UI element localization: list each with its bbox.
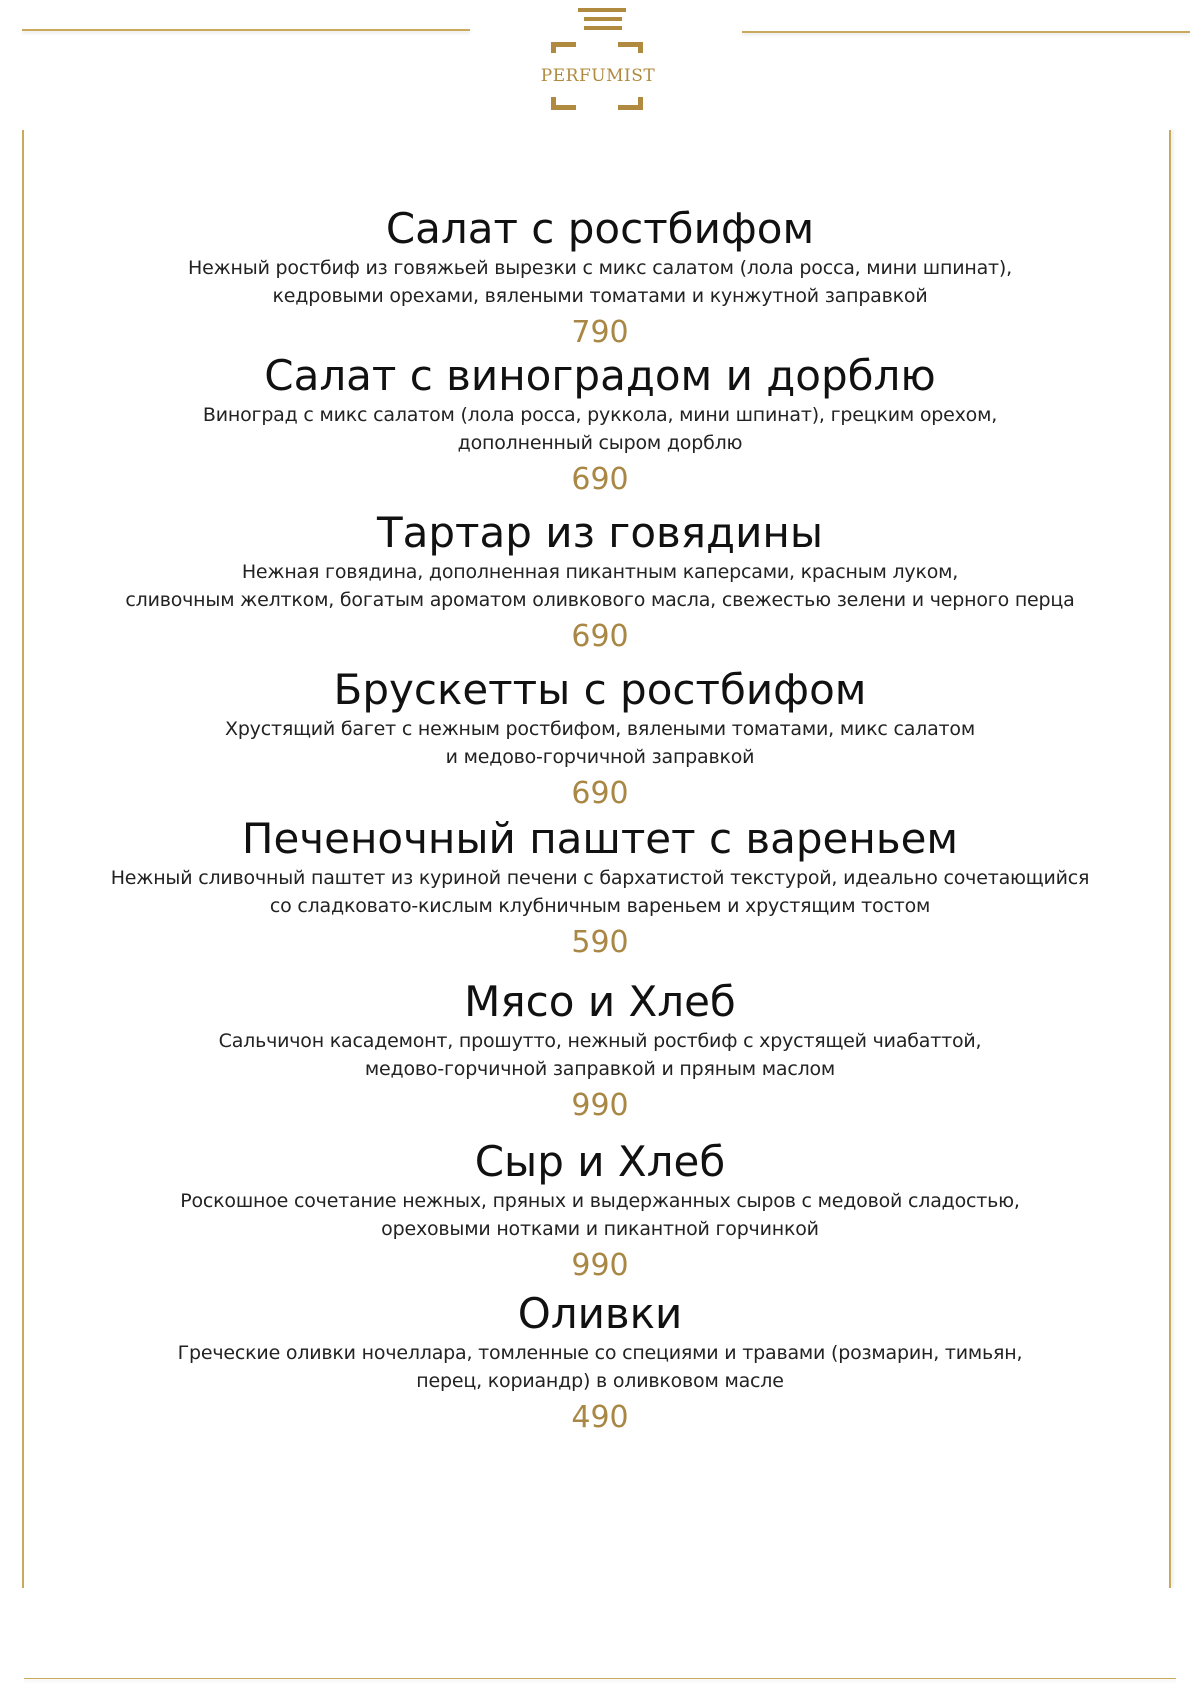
left-border-line: [22, 130, 24, 1588]
perfumist-logo: [540, 6, 656, 112]
menu-item: [40, 977, 1160, 1126]
dish-description: дополненный сыром дорблю: [457, 432, 743, 454]
menu-item: [40, 508, 1160, 657]
dish-description: перец, кориандр) в оливковом масле: [416, 1370, 784, 1392]
menu-item: [40, 665, 1160, 814]
logo-wordmark: PERFUMIST: [540, 66, 656, 86]
dish-name: Печеночный паштет с вареньем: [241, 814, 959, 863]
dish-price: 990: [571, 1088, 629, 1123]
menu-item: [40, 814, 1160, 963]
dish-description: Сальчичон касадемонт, прошутто, нежный ростбиф с хрустящей чиабаттой,: [218, 1030, 982, 1052]
menu-item: [40, 1289, 1160, 1438]
logo-cap-bar: [584, 17, 622, 21]
dish-description: и медово-горчичной заправкой: [445, 746, 755, 768]
bottom-divider: [24, 1678, 1176, 1679]
dish-name: Оливки: [517, 1289, 683, 1338]
dish-description: медово-горчичной заправкой и пряным маслом: [364, 1058, 836, 1080]
dish-name: Салат с виноградом и дорблю: [264, 351, 936, 400]
dish-description: Хрустящий багет с нежным ростбифом, вялеными томатами, микс салатом: [225, 718, 975, 740]
dish-price: 790: [571, 315, 629, 350]
dish-price: 690: [571, 776, 629, 811]
dish-description: сливочным желтком, богатым ароматом оливкового масла, свежестью зелени и черного перца: [125, 589, 1075, 611]
dish-description: Нежная говядина, дополненная пикантным каперсами, красным луком,: [241, 561, 959, 583]
logo-cap-bar: [578, 8, 626, 12]
menu-item: [40, 351, 1160, 500]
dish-description: со сладковато-кислым клубничным вареньем и хрустящим тостом: [269, 895, 931, 917]
dish-name: Салат с ростбифом: [385, 204, 815, 253]
dish-description: Нежный ростбиф из говяжьей вырезки с микс салатом (лола росса, мини шпинат),: [188, 257, 1012, 279]
dish-price: 590: [571, 925, 629, 960]
dish-description: кедровыми орехами, вялеными томатами и кунжутной заправкой: [272, 285, 928, 307]
dish-name: Брускетты с ростбифом: [333, 665, 867, 714]
dish-description: ореховыми нотками и пикантной горчинкой: [381, 1218, 819, 1240]
dish-description: Роскошное сочетание нежных, пряных и выдержанных сыров с медовой сладостью,: [180, 1190, 1020, 1212]
dish-price: 690: [571, 462, 629, 497]
dish-price: 490: [571, 1400, 629, 1435]
right-border-line: [1169, 130, 1171, 1588]
dish-description: Греческие оливки ночеллара, томленные со специями и травами (розмарин, тимьян,: [177, 1342, 1023, 1364]
dish-price: 690: [571, 619, 629, 654]
menu-item: [40, 204, 1160, 353]
dish-name: Мясо и Хлеб: [464, 977, 736, 1026]
menu-item: [40, 1137, 1160, 1286]
top-right-divider: [742, 31, 1190, 33]
dish-name: Тартар из говядины: [377, 508, 823, 557]
logo-cap-bar: [584, 26, 622, 30]
dish-description: Виноград с микс салатом (лола росса, руккола, мини шпинат), грецким орехом,: [202, 404, 998, 426]
dish-price: 990: [571, 1248, 629, 1283]
top-left-divider: [22, 29, 470, 31]
dish-description: Нежный сливочный паштет из куриной печени с бархатистой текстурой, идеально сочетающийся: [110, 867, 1090, 889]
dish-name: Сыр и Хлеб: [474, 1137, 726, 1186]
